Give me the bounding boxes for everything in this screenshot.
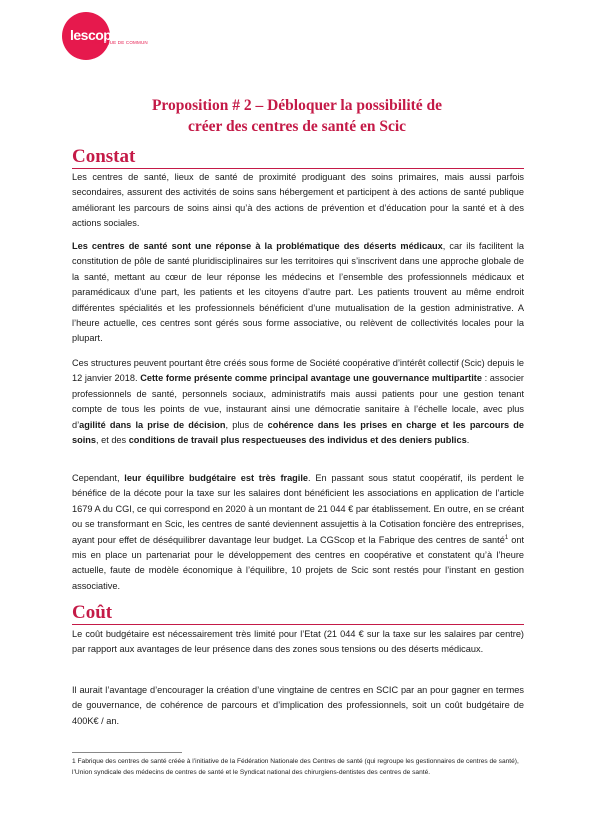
footnote-rule [72,752,182,753]
page-title: Proposition # 2 – Débloquer la possibilité de créer des centres de santé en Scic [151,97,443,135]
paragraph-cout-2: Il aurait l’avantage d’encourager la création d’une vingtaine de centres en SCIC par an pour gagner en termes de gouvernance, de cohérence de parcours et d’implication des professionnels, soit un coût budgétaire de 400K€ / an. [72,685,524,726]
paragraph-constat-1: Les centres de santé, lieux de santé de proximité prodiguant des soins primaires, mais aussi parfois secondaires, assurent des activités de soins sans hébergement et participent à des actions de santé publique améliorant les parcours de soins ainsi qu’à des actions de prévention et d’éducation pour la santé et à des actions sociales. [72,172,524,229]
section-rule [72,168,524,169]
paragraph-constat-4: Cependant, leur équilibre budgétaire est très fragile. En passant sous statut coopératif, ils perdent le bénéfice de la décote pour la taxe sur les salaires dont bénéficient les associations en application de l’article 1679 A du CGI, ce qui correspond en 2020 à un montant de 21 044 € par établissement. En outre, en se créant ou se transformant en Scic, les centres de santé deviennent assujettis à la Cotisation foncière des entreprises, ayant pour effet de déséquilibrer davantage leur budget. La CGScop et la Fabrique des centres de santé$^1$ ont mis en place un partenariat pour le développement des centres en coopérative et constatent qu’à l’heure actuelle, faute de modèle économique à l’équilibre, 10 projets de Scic sont restés pour l’instant en gestion associative. [72,473,525,591]
section-heading-cout: Coût [72,602,113,623]
logo-word: lescop [70,27,112,43]
section-rule [72,624,524,625]
paragraph-constat-2: Les centres de santé sont une réponse à la problématique des déserts médicaux, car ils facilitent la constitution de pôle de santé pluridisciplinaires sur les territoires qui s’inscrivent dans une approche globale de la santé, mettant au cœur de leur réponse les médecins et l’ensemble des professionnels médicaux et paramédicaux d’une part, les patients et les citoyens d’autre part. Les patients trouvent au même endroit différentes spécialités et les professionnels bénéficient d’une mutualisation de la gestion administrative. A l’heure actuelle, ces centres sont gérés sous forme associative, ou relèvent de collectivités locales pour la plupart. [72,241,524,344]
paragraph-constat-3: Ces structures peuvent pourtant être créés sous forme de Société coopérative d’intérêt collectif (Scic) depuis le 12 janvier 2018. Cette forme présente comme principal avantage une gouvernance multipartite : associer professionnels de santé, personnels sociaux, administratifs mais aussi patients pour une gestion tenant compte de tous les points de vue, instaurant ainsi une démocratie sanitaire à l’échelle locale, avec plus d’agilité dans la prise de décision, plus de cohérence dans les prises en charge et les parcours de soins, et des conditions de travail plus respectueuses des individus et des deniers publics. [72,358,525,446]
footnote: 1 Fabrique des centres de santé créée à l’initiative de la Fédération Nationale des Centres de santé (qui regroupe les gestionnaires de centres de santé), l’Union syndicale des médecins de centres de santé et le Syndicat national des chirurgiens-dentistes des centres de santé. [72,758,519,776]
section-heading-constat: Constat [72,146,136,167]
logo-tagline: FABRIQUE DE COMMUN [92,40,148,45]
paragraph-cout-1: Le coût budgétaire est nécessairement très limité pour l’Etat (21 044 € sur la taxe sur les salaires par centre) par rapport aux avantages de leur présence dans des zones sous tensions ou des déserts médicaux. [72,629,524,655]
